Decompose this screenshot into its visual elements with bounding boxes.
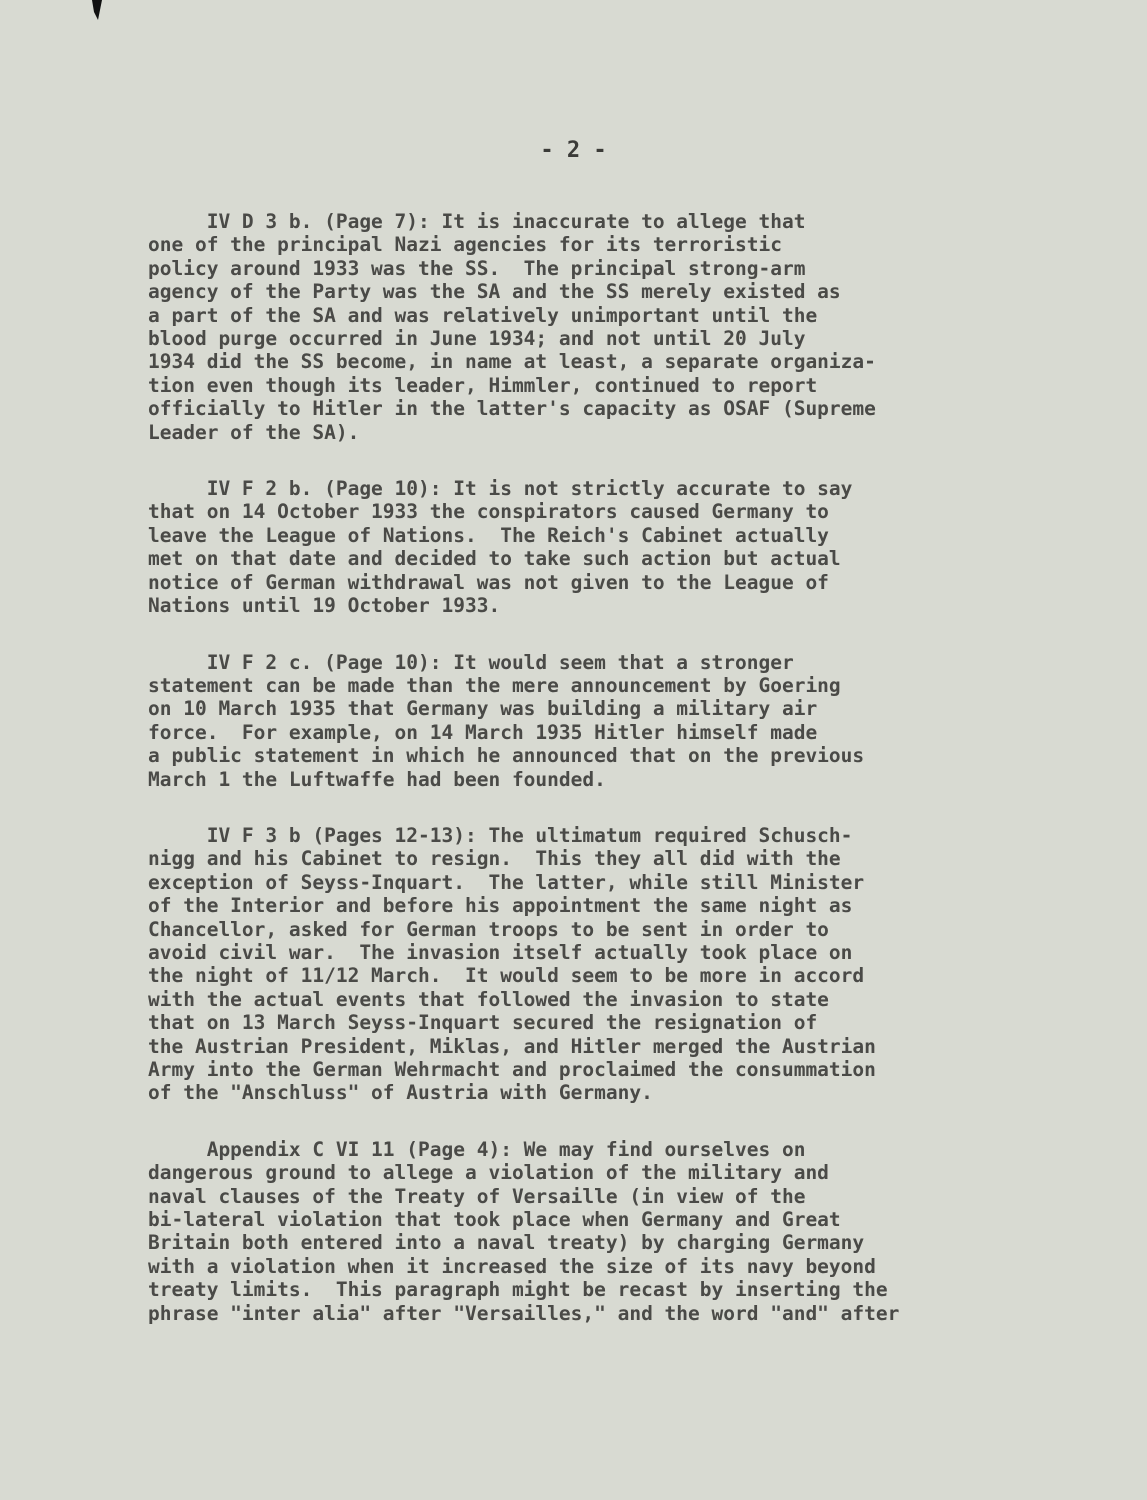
text-line: IV D 3 b. (Page 7): It is inaccurate to allege that <box>148 210 806 233</box>
text-line: on 10 March 1935 that Germany was building a military air <box>148 697 818 721</box>
text-line: Nations until 19 October 1933. <box>148 594 501 618</box>
paragraph-iv-f-2-c <box>148 651 1048 791</box>
text-line: exception of Seyss-Inquart. The latter, while still Minister <box>148 870 865 894</box>
text-line: Britain both entered into a naval treaty) by charging Germany <box>148 1231 865 1255</box>
text-line: tion even though its leader, Himmler, continued to report <box>148 373 818 397</box>
text-line: leave the League of Nations. The Reich's Cabinet actually <box>148 523 829 547</box>
text-line: with the actual events that followed the invasion to state <box>148 987 829 1011</box>
text-line: a public statement in which he announced that on the previous <box>148 744 865 768</box>
text-line: IV F 2 c. (Page 10): It would seem that a stronger <box>148 650 794 674</box>
text-line: a part of the SA and was relatively unimportant until the <box>148 303 818 327</box>
text-line: naval clauses of the Treaty of Versaille (in view of the <box>148 1184 806 1208</box>
text-line: of the Interior and before his appointment the same night as <box>148 894 853 918</box>
text-line: of the "Anschluss" of Austria with Germany. <box>148 1081 653 1105</box>
paragraph-iv-d-3-b <box>148 210 1048 444</box>
text-line: force. For example, on 14 March 1935 Hitler himself made <box>148 720 818 744</box>
document-body <box>148 210 1048 1358</box>
text-line: agency of the Party was the SA and the SS merely existed as <box>148 280 841 304</box>
text-line: treaty limits. This paragraph might be recast by inserting the <box>148 1278 888 1302</box>
text-line: IV F 3 b (Pages 12-13): The ultimatum required Schusch- <box>148 823 853 847</box>
text-line: policy around 1933 was the SS. The principal strong-arm <box>148 256 806 280</box>
paragraph-appendix-c-vi-11 <box>148 1138 1048 1325</box>
text-line: Army into the German Wehrmacht and proclaimed the consummation <box>148 1058 876 1081</box>
text-line: 1934 did the SS become, in name at least, a separate organiza- <box>148 350 876 374</box>
text-line: phrase "inter alia" after "Versailles," and the word "and" after <box>148 1301 900 1325</box>
text-line: Chancellor, asked for German troops to be sent in order to <box>148 917 829 941</box>
text-line: the night of 11/12 March. It would seem to be more in accord <box>148 964 865 988</box>
text-line: bi-lateral violation that took place when Germany and Great <box>148 1208 841 1232</box>
text-line: officially to Hitler in the latter's capacity as OSAF (Supreme <box>148 397 876 421</box>
text-line: that on 13 March Seyss-Inquart secured the resignation of <box>148 1011 818 1035</box>
corner-ink-mark <box>92 0 102 20</box>
text-line: statement can be made than the mere announcement by Goering <box>148 673 841 697</box>
text-line: Appendix C VI 11 (Page 4): We may find ourselves on <box>148 1137 806 1161</box>
text-line: with a violation when it increased the size of its navy beyond <box>148 1254 876 1278</box>
paragraph-iv-f-2-b <box>148 477 1048 617</box>
text-line: IV F 2 b. (Page 10): It is not strictly accurate to say <box>148 477 853 501</box>
text-line: one of the principal Nazi agencies for its terroristic <box>148 233 782 257</box>
text-line: notice of German withdrawal was not given to the League of <box>148 570 829 594</box>
text-line: met on that date and decided to take such action but actual <box>148 547 841 571</box>
text-line: Leader of the SA). <box>148 420 360 444</box>
text-line: nigg and his Cabinet to resign. This they all did with the <box>148 847 841 871</box>
text-line: March 1 the Luftwaffe had been founded. <box>148 767 606 791</box>
text-line: dangerous ground to allege a violation of the military and <box>148 1161 829 1185</box>
text-line: that on 14 October 1933 the conspirators caused Germany to <box>148 500 829 524</box>
text-line: avoid civil war. The invasion itself actually took place on <box>148 940 853 964</box>
paragraph-iv-f-3-b <box>148 824 1048 1105</box>
page-number: - 2 - <box>540 138 607 163</box>
text-line: the Austrian President, Miklas, and Hitler merged the Austrian <box>148 1034 876 1058</box>
text-line: blood purge occurred in June 1934; and not until 20 July <box>148 327 806 351</box>
